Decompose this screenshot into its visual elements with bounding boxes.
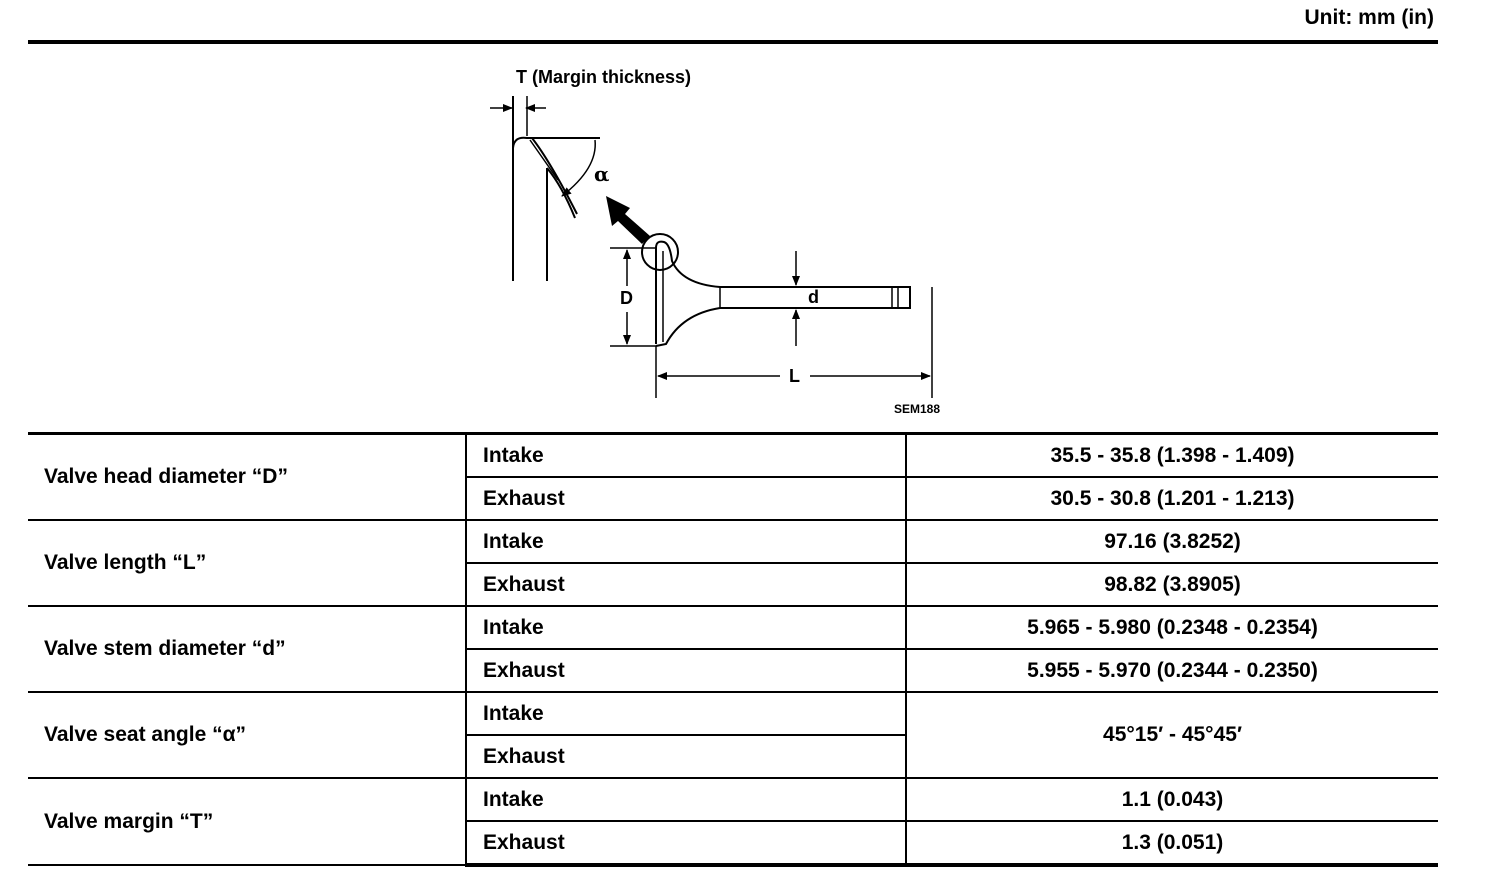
valve-length-item: Valve length “L”	[28, 520, 466, 606]
valve-margin-exhaust-value: 1.3 (0.051)	[906, 821, 1438, 865]
valve-body	[656, 242, 910, 346]
valve-seat-intake-label: Intake	[466, 692, 906, 735]
valve-length-exhaust-value: 98.82 (3.8905)	[906, 563, 1438, 606]
unit-label: Unit: mm (in)	[1304, 6, 1434, 29]
valve-seat-value: 45°15′ - 45°45′	[906, 692, 1438, 778]
figure-code: SEM188	[894, 402, 941, 416]
valve-stem-exhaust-value: 5.955 - 5.970 (0.2344 - 0.2350)	[906, 649, 1438, 692]
valve-head-intake-label: Intake	[466, 434, 906, 478]
detail-circle	[642, 234, 678, 270]
detail-pointer-arrow	[606, 196, 650, 244]
valve-stem-item: Valve stem diameter “d”	[28, 606, 466, 692]
valve-length-intake-label: Intake	[466, 520, 906, 563]
valve-stem-intake-label: Intake	[466, 606, 906, 649]
table-row	[28, 692, 1438, 735]
margin-thickness-label: T (Margin thickness)	[516, 67, 692, 87]
valve-margin-exhaust-label: Exhaust	[466, 821, 906, 865]
valve-margin-intake-value: 1.1 (0.043)	[906, 778, 1438, 821]
d-label: d	[808, 287, 819, 307]
table-row	[28, 520, 1438, 563]
valve-head-exhaust-label: Exhaust	[466, 477, 906, 520]
table-row	[28, 778, 1438, 821]
D-label: D	[620, 288, 633, 308]
valve-stem-exhaust-label: Exhaust	[466, 649, 906, 692]
table-row	[28, 606, 1438, 649]
valve-figure	[470, 56, 970, 426]
seat-angle-arc	[562, 140, 595, 196]
valve-face-detail	[513, 138, 600, 281]
valve-margin-item: Valve margin “T”	[28, 778, 466, 865]
valve-stem-intake-value: 5.965 - 5.980 (0.2348 - 0.2354)	[906, 606, 1438, 649]
valve-head-exhaust-value: 30.5 - 30.8 (1.201 - 1.213)	[906, 477, 1438, 520]
valve-spec-table	[28, 432, 1438, 867]
valve-margin-intake-label: Intake	[466, 778, 906, 821]
valve-seat-item: Valve seat angle “α”	[28, 692, 466, 778]
table-row	[28, 434, 1438, 478]
alpha-label: α	[594, 162, 610, 186]
valve-head-intake-value: 35.5 - 35.8 (1.398 - 1.409)	[906, 434, 1438, 478]
valve-seat-exhaust-label: Exhaust	[466, 735, 906, 778]
top-rule	[28, 40, 1438, 44]
valve-length-exhaust-label: Exhaust	[466, 563, 906, 606]
valve-head-item: Valve head diameter “D”	[28, 434, 466, 521]
valve-length-intake-value: 97.16 (3.8252)	[906, 520, 1438, 563]
L-label: L	[789, 366, 800, 386]
